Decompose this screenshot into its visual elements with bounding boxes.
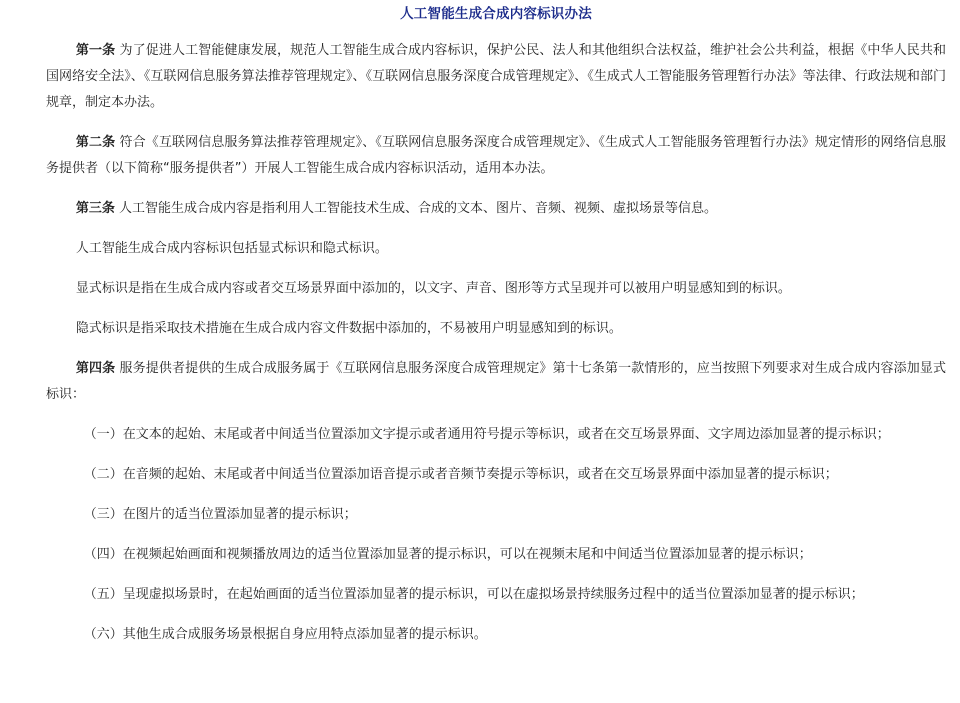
article-4-item: （六）其他生成合成服务场景根据自身应用特点添加显著的提示标识。 <box>83 627 487 642</box>
article-1-label: 第一条 <box>75 43 116 58</box>
document-title: 人工智能生成合成内容标识办法 <box>400 6 592 22</box>
article-1-text: 为了促进人工智能健康发展，规范人工智能生成合成内容标识，保护公民、法人和其他组织合法权益，维护社会公共利益，根据《中华人民共和国网络安全法》、《互联网信息服务算法推荐管理规定》、《互联网信息服务深度合成管理规定》、《生成式人工智能服务管理暂行办法》等法律、行政法规和部门规章，制定本办法。 <box>46 43 946 110</box>
article-4-label: 第四条 <box>75 361 116 376</box>
article-3-paragraph: 人工智能生成合成内容标识包括显式标识和隐式标识。 <box>75 241 388 256</box>
article-4-text: 服务提供者提供的生成合成服务属于《互联网信息服务深度合成管理规定》第十七条第一款情形的，应当按照下列要求对生成合成内容添加显式标识： <box>46 361 946 402</box>
article-3-text: 人工智能生成合成内容是指利用人工智能技术生成、合成的文本、图片、音频、视频、虚拟场景等信息。 <box>114 201 718 216</box>
article-4-item: （二）在音频的起始、末尾或者中间适当位置添加语音提示或者音频节奏提示等标识，或者在交互场景界面中添加显著的提示标识； <box>83 467 838 482</box>
article-4 <box>46 356 946 408</box>
article-2 <box>46 130 946 182</box>
article-3-paragraph: 显式标识是指在生成合成内容或者交互场景界面中添加的，以文字、声音、图形等方式呈现并可以被用户明显感知到的标识。 <box>75 281 791 296</box>
article-1 <box>46 38 946 116</box>
article-4-item: （五）呈现虚拟场景时，在起始画面的适当位置添加显著的提示标识，可以在虚拟场景持续服务过程中的适当位置添加显著的提示标识； <box>83 587 864 602</box>
article-4-item: （四）在视频起始画面和视频播放周边的适当位置添加显著的提示标识，可以在视频末尾和中间适当位置添加显著的提示标识； <box>83 547 812 562</box>
article-3-label: 第三条 <box>75 201 115 216</box>
article-3-paragraph: 隐式标识是指采取技术措施在生成合成内容文件数据中添加的，不易被用户明显感知到的标识。 <box>75 321 622 336</box>
article-3 <box>46 196 946 222</box>
article-4-item: （一）在文本的起始、末尾或者中间适当位置添加文字提示或者通用符号提示等标识，或者在交互场景界面、文字周边添加显著的提示标识； <box>83 427 890 442</box>
article-4-item: （三）在图片的适当位置添加显著的提示标识； <box>83 507 357 522</box>
article-2-text: 符合《互联网信息服务算法推荐管理规定》、《互联网信息服务深度合成管理规定》、《生成式人工智能服务管理暂行办法》规定情形的网络信息服务提供者（以下简称“服务提供者”）开展人工智能生成合成内容标识活动，适用本办法。 <box>46 135 946 176</box>
article-2-label: 第二条 <box>75 135 116 150</box>
